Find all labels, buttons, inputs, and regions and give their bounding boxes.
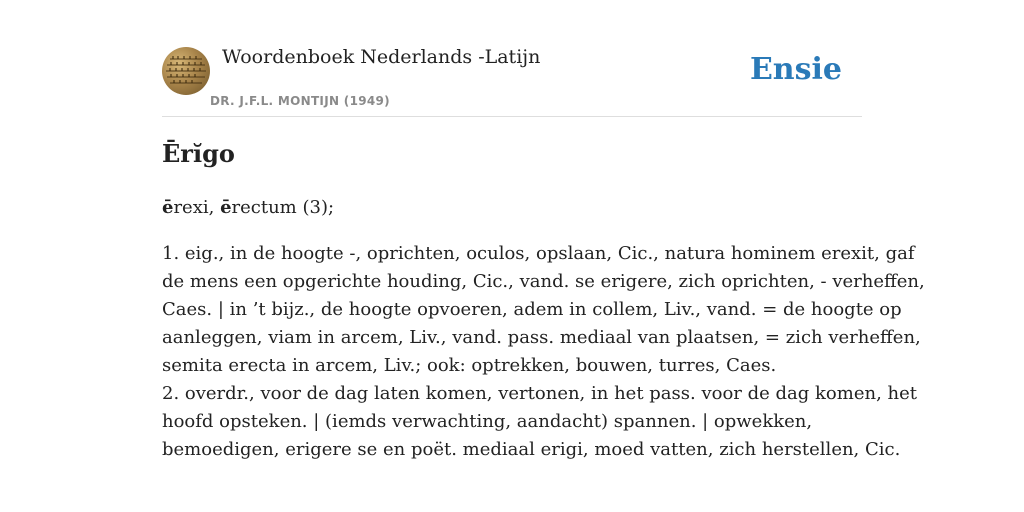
book-title[interactable]: Woordenboek Nederlands -Latijn — [222, 46, 541, 68]
headword-part: ĭ — [192, 139, 203, 168]
definition-line: aanleggen, viam in arcem, Liv., vand. pass. mediaal van plaatsen, = zich verheffen, — [162, 327, 921, 348]
principal-parts — [162, 194, 862, 222]
headword-part: go — [202, 139, 235, 168]
definition-line: bemoedigen, erigere se en poët. mediaal erigi, moed vatten, zich herstellen, Cic. — [162, 439, 901, 460]
definition — [162, 240, 925, 464]
header — [162, 44, 862, 117]
author-line: DR. J.F.L. MONTIJN (1949) — [210, 94, 390, 108]
forms-part: rexi, — [173, 197, 221, 218]
definition-line: semita erecta in arcem, Liv.; ook: optrekken, bouwen, turres, Caes. — [162, 355, 777, 376]
definition-line: 1. eig., in de hoogte -, oprichten, oculos, opslaan, Cic., natura hominem erexit, gaf — [162, 243, 915, 264]
definition-line: Caes. | in ’t bijz., de hoogte opvoeren, adem in collem, Liv., vand. = de hoogte op — [162, 299, 902, 320]
headword-part: r — [180, 139, 193, 168]
forms-part: rectum (3); — [231, 197, 335, 218]
headword — [162, 136, 862, 172]
dictionary-entry — [162, 136, 925, 464]
forms-part: ē — [220, 197, 232, 218]
definition-line: 2. overdr., voor de dag laten komen, vertonen, in het pass. voor de dag komen, het — [162, 383, 917, 404]
forms-part: ē — [162, 197, 174, 218]
latin-inscription-seal-icon[interactable] — [162, 47, 210, 95]
definition-line: hoofd opsteken. | (iemds verwachting, aandacht) spannen. | opwekken, — [162, 411, 813, 432]
definition-line: de mens een opgerichte houding, Cic., vand. se erigere, zich oprichten, - verheffen, — [162, 271, 925, 292]
ensie-brand-link[interactable]: Ensie — [749, 52, 842, 87]
headword-part: Ē — [162, 139, 181, 168]
